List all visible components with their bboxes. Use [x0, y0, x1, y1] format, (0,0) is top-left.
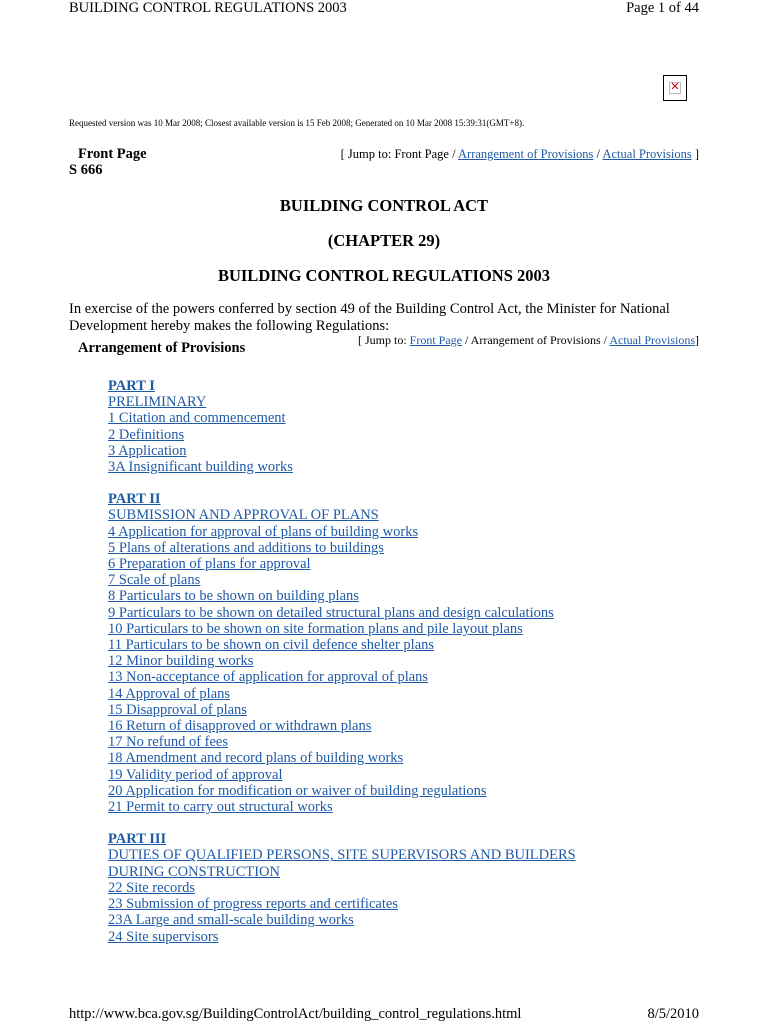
jump-prefix: [ Jump to: Front Page / — [340, 147, 459, 161]
arrangement-heading: Arrangement of Provisions — [78, 340, 246, 356]
toc-item-link[interactable]: 6 Preparation of plans for approval — [108, 556, 311, 573]
toc-item-link[interactable]: DUTIES OF QUALIFIED PERSONS, SITE SUPERVISORS AND BUILDERS — [108, 847, 576, 864]
version-note: Requested version was 10 Mar 2008; Closest available version is 15 Feb 2008; Generated on 10 Mar 2008 15:39:31(GMT+8). — [69, 118, 525, 128]
toc-part-link[interactable]: PART I — [108, 378, 155, 394]
toc-item-link[interactable]: 3A Insignificant building works — [108, 459, 293, 476]
toc-item-link[interactable]: 1 Citation and commencement — [108, 410, 286, 427]
toc-item-link[interactable]: 21 Permit to carry out structural works — [108, 799, 333, 816]
statute-reference: S 666 — [69, 162, 103, 178]
jump-middle: / Arrangement of Provisions / — [462, 333, 610, 347]
jump-separator: / — [593, 147, 603, 161]
toc-part-link[interactable]: PART III — [108, 831, 167, 848]
toc-item-link[interactable]: 11 Particulars to be shown on civil defence shelter plans — [108, 637, 435, 654]
toc-item-link[interactable]: 23A Large and small-scale building works — [108, 912, 354, 929]
toc-item-link[interactable]: 4 Application for approval of plans of building works — [108, 523, 419, 540]
regulations-title: BUILDING CONTROL REGULATIONS 2003 — [217, 266, 551, 285]
intro-paragraph: In exercise of the powers conferred by section 49 of the Building Control Act, the Minister for National Development hereby makes the following Regulations: — [69, 301, 670, 334]
toc-item-link[interactable]: 18 Amendment and record plans of building works — [108, 750, 404, 767]
page-header-title: BUILDING CONTROL REGULATIONS 2003 — [69, 0, 347, 16]
footer-url: http://www.bca.gov.sg/BuildingControlAct/building_control_regulations.html — [69, 1006, 522, 1022]
link-front-page[interactable]: Front Page — [409, 333, 462, 347]
jump-bar-front — [341, 147, 699, 162]
toc-item-link[interactable]: 20 Application for modification or waiver of building regulations — [108, 782, 487, 799]
toc-part-group — [108, 491, 576, 815]
toc-part-group — [108, 831, 576, 944]
toc-item-link[interactable]: 8 Particulars to be shown on building plans — [108, 588, 359, 605]
toc-item-link[interactable]: DURING CONSTRUCTION — [108, 863, 280, 880]
chapter-title: (CHAPTER 29) — [327, 231, 441, 250]
table-of-contents — [108, 378, 576, 961]
toc-item-link[interactable]: 15 Disapproval of plans — [108, 701, 247, 718]
jump-suffix: ] — [695, 333, 699, 347]
toc-item-link[interactable]: 7 Scale of plans — [108, 572, 201, 589]
footer-date: 8/5/2010 — [647, 1006, 699, 1022]
toc-item-link[interactable]: 12 Minor building works — [108, 653, 254, 670]
jump-prefix: [ Jump to: — [357, 333, 410, 347]
toc-part-group — [108, 378, 576, 475]
toc-item-link[interactable]: 3 Application — [108, 442, 187, 459]
toc-item-link[interactable]: 19 Validity period of approval — [108, 766, 283, 783]
toc-item-link[interactable]: 24 Site supervisors — [108, 928, 219, 945]
toc-item-link[interactable]: 16 Return of disapproved or withdrawn plans — [108, 718, 372, 735]
jump-suffix: ] — [691, 147, 699, 161]
toc-item-link[interactable]: SUBMISSION AND APPROVAL OF PLANS — [108, 507, 379, 524]
link-arrangement-of-provisions[interactable]: Arrangement of Provisions — [458, 147, 594, 161]
toc-item-link[interactable]: 9 Particulars to be shown on detailed structural plans and design calculations — [108, 604, 554, 621]
toc-item-link[interactable]: 22 Site records — [108, 879, 195, 896]
act-title: BUILDING CONTROL ACT — [279, 196, 489, 215]
toc-item-link[interactable]: PRELIMINARY — [108, 394, 207, 411]
toc-item-link[interactable]: 14 Approval of plans — [108, 685, 231, 702]
toc-item-link[interactable]: 2 Definitions — [108, 426, 185, 443]
link-actual-provisions[interactable]: Actual Provisions — [609, 333, 695, 347]
image-placeholder — [663, 75, 687, 101]
toc-item-link[interactable]: 13 Non-acceptance of application for approval of plans — [108, 669, 429, 686]
front-page-heading: Front Page — [78, 146, 147, 162]
page-number: Page 1 of 44 — [626, 0, 699, 16]
link-actual-provisions[interactable]: Actual Provisions — [602, 147, 692, 161]
toc-item-link[interactable]: 10 Particulars to be shown on site formation plans and pile layout plans — [108, 620, 523, 637]
toc-item-link[interactable]: 5 Plans of alterations and additions to buildings — [108, 539, 384, 556]
jump-bar-arrangement — [358, 333, 699, 348]
toc-item-link[interactable]: 23 Submission of progress reports and certificates — [108, 896, 398, 913]
toc-part-link[interactable]: PART II — [108, 491, 161, 508]
broken-image-icon — [669, 82, 681, 94]
broken-image-glyph: ✕ — [670, 80, 680, 93]
toc-item-link[interactable]: 17 No refund of fees — [108, 734, 228, 751]
